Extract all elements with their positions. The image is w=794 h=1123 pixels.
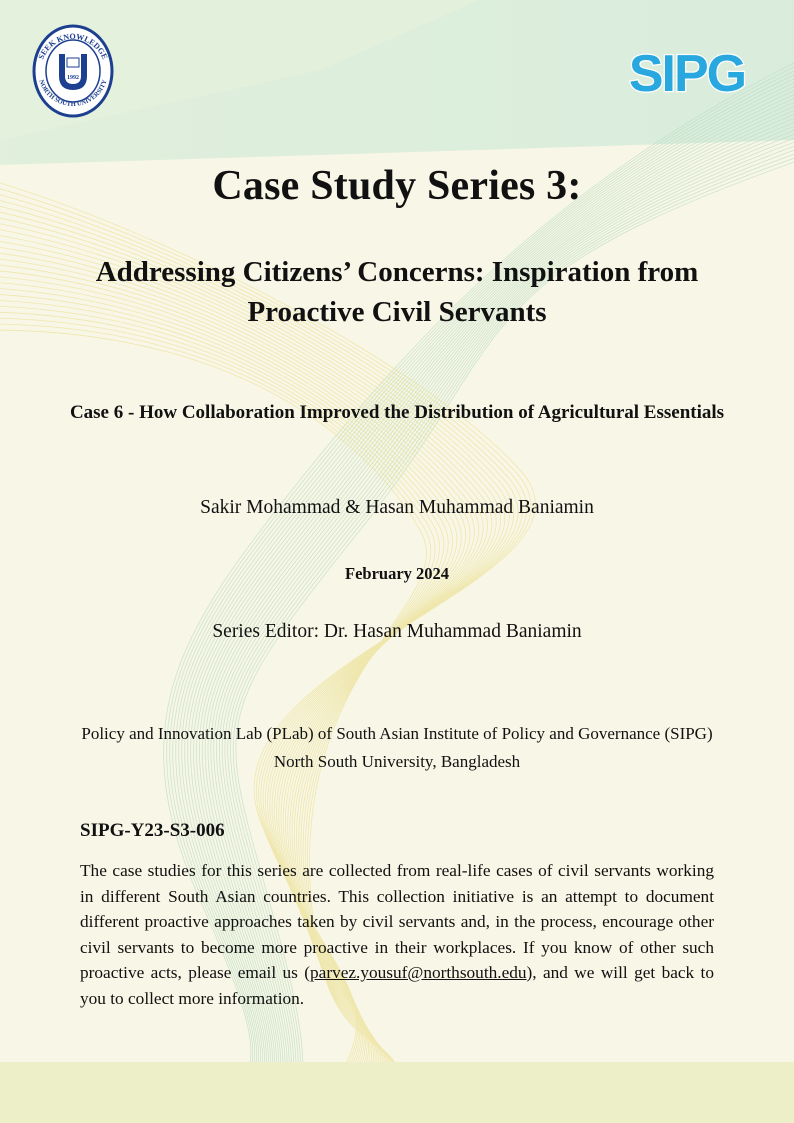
nsu-year: 1992 (67, 75, 79, 81)
series-title: Case Study Series 3: (212, 163, 582, 209)
description-text-after: ), and we will get back to you to collect more information. (80, 963, 714, 1008)
series-description (80, 858, 714, 1011)
nsu-ring-bottom: NORTH SOUTH UNIVERSITY (37, 78, 109, 109)
organization-line-1: Policy and Innovation Lab (PLab) of South Asian Institute of Policy and Governance (SIPG) (81, 724, 713, 743)
case-title: Case 6 - How Collaboration Improved the Distribution of Agricultural Essentials (69, 402, 725, 423)
series-code: SIPG-Y23-S3-006 (80, 820, 225, 841)
sipg-logo-text: SIPG (628, 45, 746, 100)
sipg-logo (620, 44, 754, 100)
authors: Sakir Mohammad & Hasan Muhammad Baniamin (200, 497, 594, 518)
nsu-ring-top: SEEK KNOWLEDGE (36, 31, 110, 61)
contact-email-link[interactable]: parvez.yousuf@northsouth.edu (310, 963, 527, 982)
organization-block (30, 720, 764, 776)
organization-line-2: North South University, Bangladesh (273, 752, 521, 771)
series-subtitle: Addressing Citizens’ Concerns: Inspiration from Proactive Civil Servants (95, 256, 699, 328)
description-text-before: The case studies for this series are collected from real-life cases of civil servants working in different South Asian countries. This collection initiative is an attempt to document different proactive approaches taken by civil servants and, in the process, encourage other civil servants to become more proactive in their workplaces. If you know of other such proactive acts, please email us ( (80, 861, 714, 982)
series-editor: Series Editor: Dr. Hasan Muhammad Baniamin (212, 621, 582, 642)
publication-date: February 2024 (344, 564, 450, 583)
nsu-logo (32, 24, 114, 118)
